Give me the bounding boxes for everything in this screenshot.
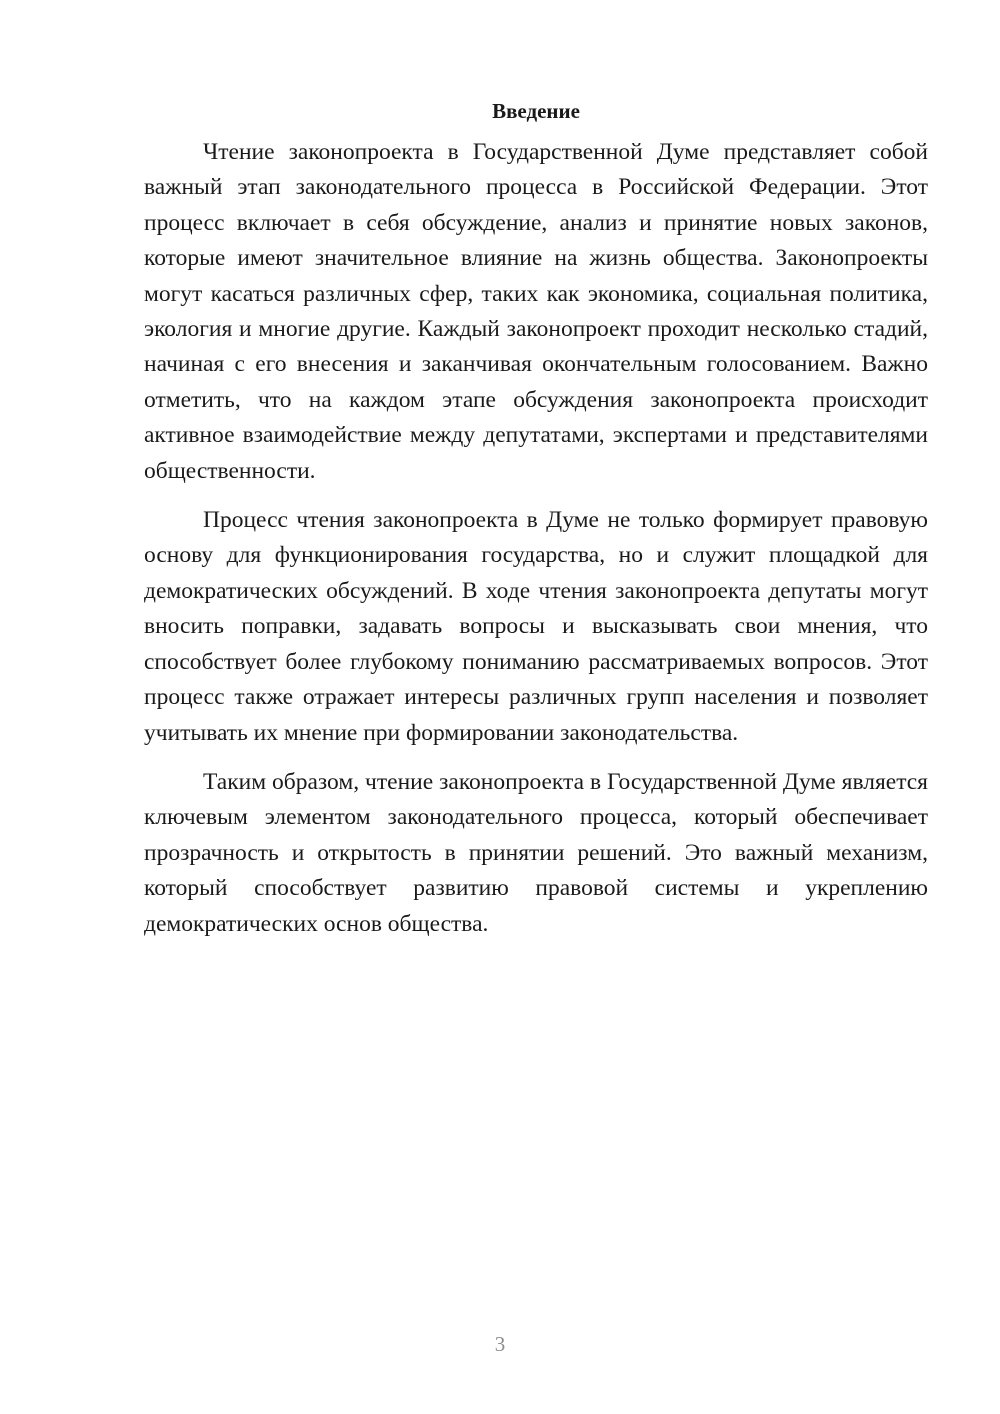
page-number: 3	[494, 1332, 506, 1356]
section-heading: Введение	[492, 99, 580, 123]
page-content	[144, 93, 928, 956]
paragraph-3: Таким образом, чтение законопроекта в Государственной Думе является ключевым элементом законодательного процесса, который обеспечивает прозрачность и открытость в принятии решений. Это важный механизм, который способствует развитию правовой системы и укреплению демократических основ общества.	[144, 768, 928, 937]
paragraph-1: Чтение законопроекта в Государственной Думе представляет собой важный этап законодательного процесса в Российской Федерации. Этот процесс включает в себя обсуждение, анализ и принятие новых законов, которые имеют значительное влияние на жизнь общества. Законопроекты могут касаться различных сфер, таких как экономика, социальная политика, экология и многие другие. Каждый законопроект проходит несколько стадий, начиная с его внесения и заканчивая окончательным голосованием. Важно отметить, что на каждом этапе обсуждения законопроекта происходит активное взаимодействие между депутатами, экспертами и представителями общественности.	[144, 139, 928, 484]
paragraph-2: Процесс чтения законопроекта в Думе не только формирует правовую основу для функционирования государства, но и служит площадкой для демократических обсуждений. В ходе чтения законопроекта депутаты могут вносить поправки, задавать вопросы и высказывать свои мнения, что способствует более глубокому пониманию рассматриваемых вопросов. Этот процесс также отражает интересы различных групп населения и позволяет учитывать их мнение при формировании законодательства.	[144, 507, 928, 746]
